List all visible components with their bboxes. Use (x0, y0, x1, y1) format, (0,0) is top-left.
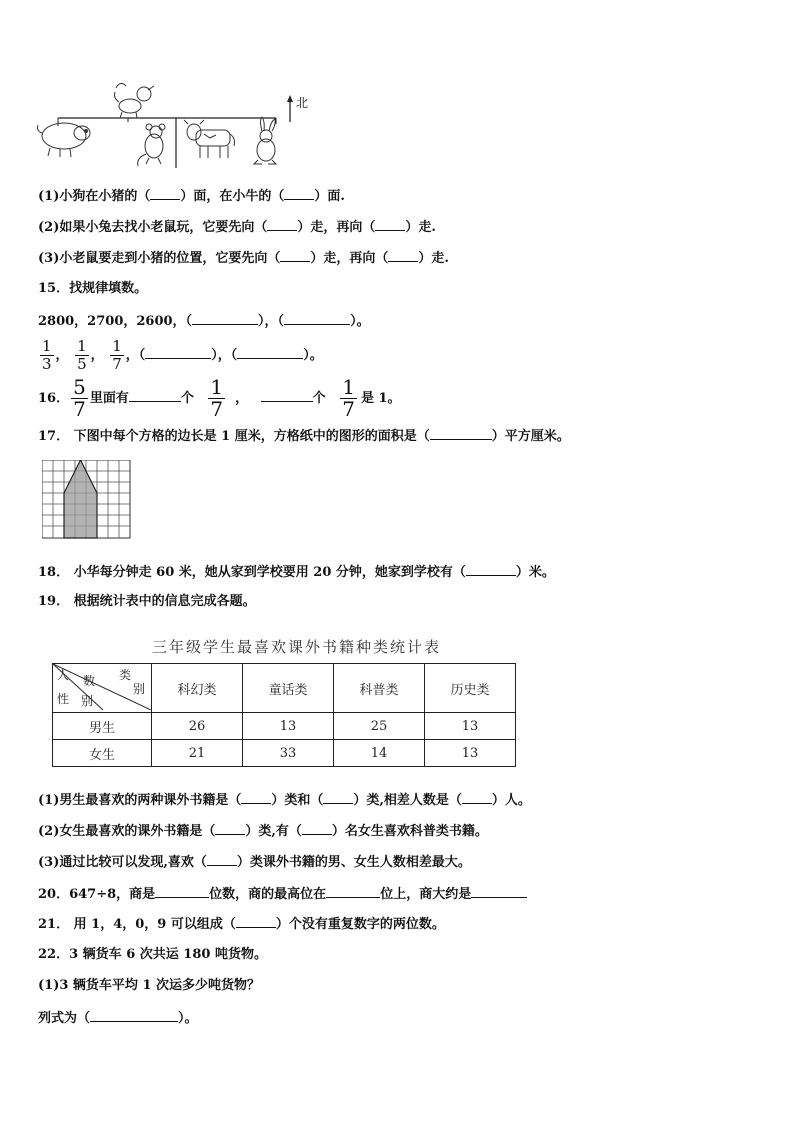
q19-sub2: (2)女生最喜欢的课外书籍是（ ）类,有（ ）名女生喜欢科普类书籍。 (38, 821, 488, 841)
q21: 21． 用 1，4，0，9 可以组成（ ）个没有重复数字的两位数。 (38, 914, 445, 934)
answer-blank[interactable] (471, 884, 527, 898)
table-row (53, 740, 516, 767)
answer-blank[interactable] (261, 388, 313, 402)
q19-sub3: (3)通过比较可以发现,喜欢（ ）类课外书籍的男、女生人数相差最大。 (38, 852, 471, 872)
mouse-drawing (138, 124, 165, 166)
q22-sub1: (1)3 辆货车平均 1 次运多少吨货物？ (38, 978, 261, 993)
answer-blank[interactable] (462, 790, 492, 804)
answer-blank[interactable] (192, 311, 258, 325)
column-header: 童话类 (243, 664, 334, 713)
answer-blank[interactable] (280, 248, 310, 262)
row-label: 男生 (53, 713, 152, 740)
column-header: 科普类 (334, 664, 425, 713)
q15-title: 15．找规律填数。 (38, 281, 148, 296)
answer-blank[interactable] (241, 790, 271, 804)
table-cell: 25 (334, 713, 425, 740)
table-cell: 14 (334, 740, 425, 767)
answer-blank[interactable] (323, 790, 353, 804)
answer-blank[interactable] (129, 388, 181, 402)
answer-blank[interactable] (90, 1008, 178, 1022)
stats-table-wrap (52, 663, 520, 765)
q16: 16． $\frac{5}{7}$ 里面有 个 $\frac{1}{7}$ ， 个 $\frac{1}{7}$ 是 1。 (38, 375, 401, 421)
q19-title: 19． 根据统计表中的信息完成各题。 (38, 594, 256, 609)
fraction: $\frac{1}{7}$ (342, 375, 355, 421)
animals-direction-figure (36, 78, 326, 170)
row-label: 女生 (53, 740, 152, 767)
answer-blank[interactable] (284, 186, 314, 200)
answer-blank[interactable] (237, 345, 303, 359)
answer-blank[interactable] (145, 345, 211, 359)
fraction: $\frac{5}{7}$ (73, 375, 86, 421)
answer-blank[interactable] (155, 884, 209, 898)
north-label: 北 (296, 96, 309, 110)
q18: 18． 小华每分钟走 60 米，她从家到学校要用 20 分钟，她家到学校有（ ）米。 (38, 562, 555, 582)
column-header: 科幻类 (152, 664, 243, 713)
answer-blank[interactable] (150, 186, 180, 200)
grid-figure (42, 460, 132, 540)
fraction: $\frac{1}{7}$ (112, 337, 122, 373)
column-header: 历史类 (425, 664, 516, 713)
q22-title: 22．3 辆货车 6 次共运 180 吨货物。 (38, 947, 267, 962)
fraction: $\frac{1}{5}$ (77, 337, 87, 373)
answer-blank[interactable] (302, 821, 332, 835)
q22-formula: 列式为（ ）。 (38, 1008, 198, 1028)
diagonal-header-cell: 类 别 人 数 性 别 (53, 664, 152, 713)
answer-blank[interactable] (326, 884, 380, 898)
stats-table (52, 663, 516, 767)
table-cell: 13 (425, 740, 516, 767)
table-cell: 13 (425, 713, 516, 740)
table-cell: 21 (152, 740, 243, 767)
fraction: $\frac{1}{7}$ (210, 375, 224, 421)
q15-sequence-2: $\frac{1}{3}$ ， $\frac{1}{5}$ ， $\frac{1}{7}$ ，（ ），（ ）。 (42, 337, 323, 373)
answer-blank[interactable] (207, 852, 237, 866)
answer-blank[interactable] (236, 914, 276, 928)
answer-blank[interactable] (267, 217, 297, 231)
q14-sub3: (3)小老鼠要走到小猪的位置，它要先向（ ）走，再向（ ）走. (38, 248, 449, 268)
q19-sub1: (1)男生最喜欢的两种课外书籍是（ ）类和（ ）类,相差人数是（ ）人。 (38, 790, 531, 810)
answer-blank[interactable] (284, 311, 350, 325)
rabbit-drawing (254, 117, 276, 164)
table-header-row (53, 664, 516, 713)
q17: 17． 下图中每个方格的边长是 1 厘米，方格纸中的图形的面积是（ ）平方厘米。 (38, 426, 570, 446)
table-cell: 33 (243, 740, 334, 767)
q14-sub1: (1)小狗在小猪的（ ）面，在小牛的（ ）面. (38, 186, 345, 206)
dog-drawing (115, 83, 155, 118)
q15-sequence-1: 2800，2700，2600，（ ），（ ）。 (38, 311, 370, 331)
pig-drawing (38, 123, 91, 157)
cow-drawing (184, 120, 235, 158)
answer-blank[interactable] (430, 426, 492, 440)
table-cell: 26 (152, 713, 243, 740)
answer-blank[interactable] (388, 248, 418, 262)
q14-sub2: (2)如果小兔去找小老鼠玩，它要先向（ ）走，再向（ ）走. (38, 217, 436, 237)
table-cell: 13 (243, 713, 334, 740)
answer-blank[interactable] (466, 562, 516, 576)
answer-blank[interactable] (375, 217, 405, 231)
table-title: 三年级学生最喜欢课外书籍种类统计表 (152, 638, 442, 656)
answer-blank[interactable] (215, 821, 245, 835)
table-row (53, 713, 516, 740)
q20: 20．647÷8，商是 位数，商的最高位在 位上，商大约是 (38, 884, 527, 904)
fraction: $\frac{1}{3}$ (42, 337, 52, 373)
